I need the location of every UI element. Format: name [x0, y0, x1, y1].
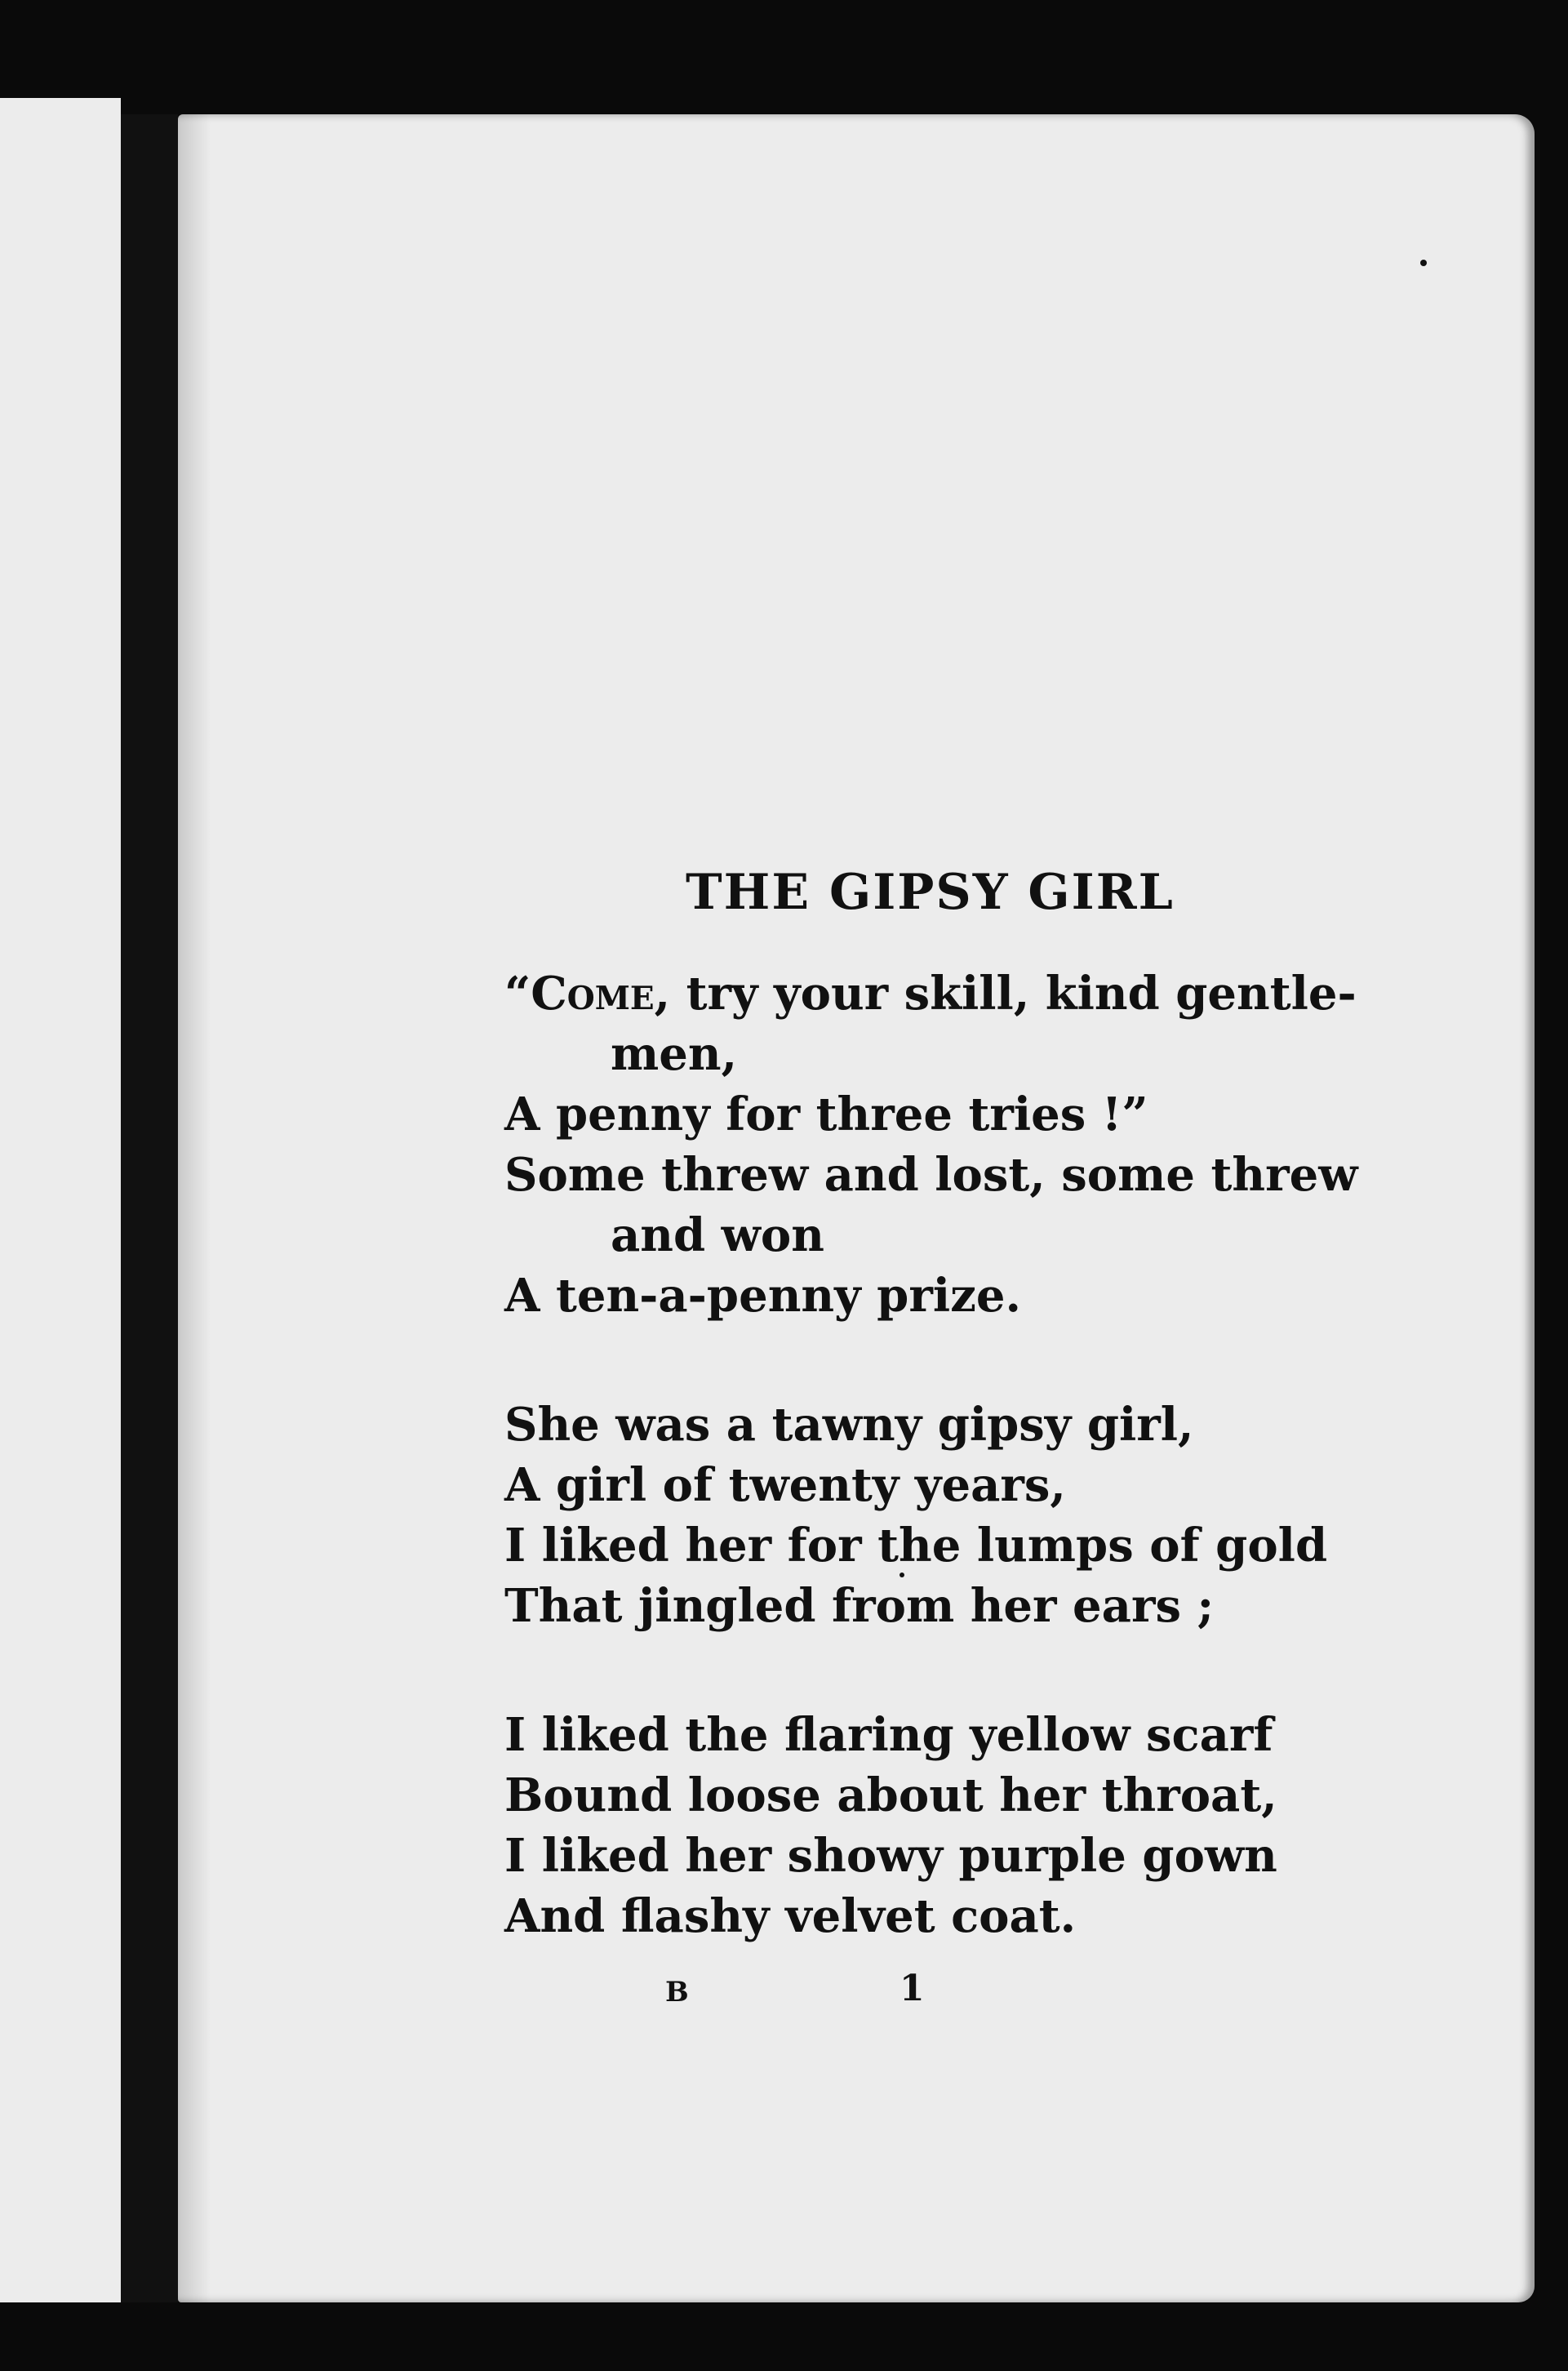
stanza	[504, 963, 1361, 1326]
small-caps-word: Come,	[531, 967, 671, 1021]
poem-line: A ten-a-penny prize.	[504, 1269, 1022, 1323]
stanza	[504, 1705, 1361, 1946]
poem-line: A penny for three tries !”	[504, 1088, 1148, 1141]
poem-line: men,	[611, 1027, 738, 1081]
gutter-shadow	[178, 114, 211, 2302]
signature-mark: B	[665, 1976, 689, 2008]
poem-line: A girl of twenty years,	[504, 1458, 1066, 1512]
poem-line: Bound loose about her throat,	[504, 1768, 1277, 1822]
ink-speck	[1420, 260, 1427, 266]
poem-title: THE GIPSY GIRL	[686, 864, 1175, 921]
poem-line: I liked the flaring yellow scarf	[504, 1708, 1273, 1762]
poem-line: and won	[611, 1208, 824, 1262]
poem-line: She was a tawny gipsy girl,	[504, 1398, 1194, 1452]
book-page	[178, 114, 1535, 2302]
left-page-edge	[0, 98, 121, 2302]
poem-line	[504, 963, 1361, 1024]
open-quote: “	[504, 967, 531, 1021]
page-number: 1	[899, 1968, 925, 2009]
stanza	[504, 1395, 1361, 1636]
line-text: try your skill, kind gentle-	[670, 967, 1357, 1021]
poem-line: I liked her for the lumps of gold	[504, 1519, 1328, 1573]
poem-body	[504, 963, 1361, 2015]
poem-line: And flashy velvet coat.	[504, 1889, 1077, 1943]
book-gutter	[121, 114, 178, 2302]
poem-line: Some threw and lost, some threw	[504, 1148, 1358, 1202]
poem-line: I liked her showy purple gown	[504, 1829, 1277, 1883]
poem-line: That jingled from her ears ;	[504, 1579, 1215, 1633]
